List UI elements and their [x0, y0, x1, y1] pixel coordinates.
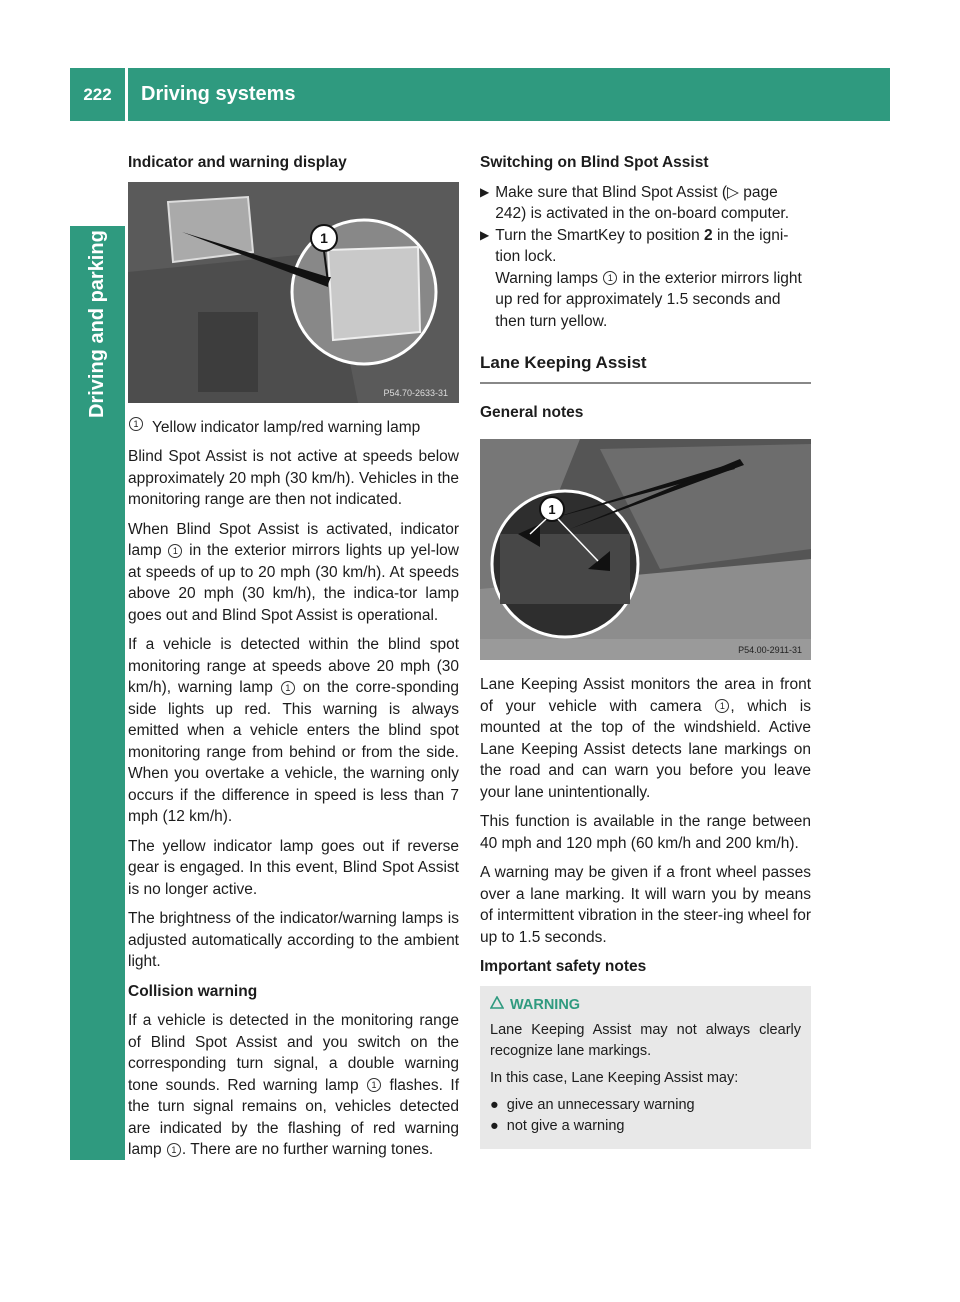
paragraph: The yellow indicator lamp goes out if reverse gear is engaged. In this event, Blind Spot Assist is no longer active. — [128, 837, 459, 898]
heading-indicator-display: Indicator and warning display — [128, 154, 347, 171]
warning-triangle-icon — [490, 995, 504, 1016]
mirror-illustration — [128, 182, 459, 403]
image-code: P54.70-2633-31 — [383, 387, 448, 398]
list-item: ● not give a warning — [490, 1116, 801, 1137]
step-arrow-icon: ▶ — [480, 184, 490, 199]
warning-box — [480, 986, 811, 1149]
paragraph: The brightness of the indicator/warning lamps is adjusted automatically according to the ambient light. — [128, 910, 459, 970]
page-number: 222 — [70, 68, 125, 121]
callout-1-icon: 1 — [129, 417, 143, 431]
svg-text:1: 1 — [548, 502, 556, 517]
heading-switching-on: Switching on Blind Spot Assist — [480, 154, 709, 171]
paragraph: A warning may be given if a front wheel passes over a lane marking. It will warn you by means of intermittent vibration in the steer-ing wheel for up to 1.5 seconds. — [480, 864, 811, 946]
paragraph: Blind Spot Assist is not active at speeds below approximately 20 mph (30 km/h). Vehicles in the monitoring range are then not indicated. — [128, 448, 459, 508]
callout-1-icon: 1 — [367, 1078, 381, 1092]
callout-1-icon: 1 — [603, 271, 617, 285]
section-divider — [480, 382, 811, 384]
paragraph: If a vehicle is detected within the blind spot monitoring range at speeds above 20 mph (30 km/h), warning lamp 1 on the corre-sponding side lights up red. This warning is always emitted when a vehicle enters the blind spot monitoring range from behind or from the side. When you overtake a vehicle, the warning only occurs if the difference in speed is less than 7 mph (12 km/h). — [128, 636, 459, 825]
image-code: P54.00-2911-31 — [738, 645, 802, 655]
windshield-camera-illustration — [480, 439, 811, 660]
warning-text: In this case, Lane Keeping Assist may: — [490, 1069, 739, 1086]
bullet-icon: ● — [490, 1117, 499, 1134]
callout-1-icon: 1 — [168, 544, 182, 558]
instruction-step: ▶ Turn the SmartKey to position 2 in the igni-tion lock. Warning lamps 1 in the exterior mirrors light up red for approximately 1.5 seconds and then turn yellow. — [480, 225, 811, 333]
callout-1-icon: 1 — [281, 681, 295, 695]
heading-collision-warning: Collision warning — [128, 982, 258, 1000]
paragraph: Lane Keeping Assist monitors the area in front of your vehicle with camera 1 , which is mounted at the top of the windshield. Active Lane Keeping Assist detects lane markings on the road and can warn you before you leave your lane unintentionally. — [480, 676, 811, 801]
paragraph: This function is available in the range between 40 mph and 120 mph (60 km/h and 200 km/h). — [480, 813, 811, 852]
side-tab-label: Driving and parking — [86, 230, 108, 418]
warning-text: Lane Keeping Assist may not always clearly recognize lane markings. — [490, 1021, 801, 1059]
paragraph: When Blind Spot Assist is activated, indicator lamp 1 in the exterior mirrors lights up yel-low at speeds of up to 20 mph (30 km/h). At speeds above 20 mph (30 km/h), the indica-tor lamp goes out and Blind Spot Assist is operational. — [128, 520, 459, 624]
heading-general-notes: General notes — [480, 403, 584, 421]
bullet-icon: ● — [490, 1096, 499, 1113]
page-title: Driving systems — [128, 68, 890, 121]
step-arrow-icon: ▶ — [480, 227, 490, 242]
list-item: ● give an unnecessary warning — [490, 1095, 801, 1116]
heading-safety-notes: Important safety notes — [480, 958, 647, 975]
callout-1-icon: 1 — [715, 699, 729, 713]
caption-text: Yellow indicator lamp/red warning lamp — [152, 418, 421, 436]
figure-caption — [128, 417, 459, 439]
paragraph: If a vehicle is detected in the monitoring range of Blind Spot Assist and you switch on the corresponding turn signal, a double warning tone sounds. Red warning lamp 1 flashes. If the turn signal remains on, vehicles detected are indicated by the flashing of red warning lamp 1 . There are no further warning tones. — [128, 1012, 460, 1158]
left-column — [128, 152, 459, 1169]
section-title: Lane Keeping Assist — [480, 353, 647, 372]
warning-title: WARNING — [510, 996, 581, 1013]
instruction-step: ▶ Make sure that Blind Spot Assist (▷ page 242) is activated in the on-board computer. — [480, 182, 811, 225]
svg-text:1: 1 — [320, 229, 328, 246]
callout-1-icon: 1 — [167, 1143, 181, 1157]
right-column — [480, 152, 811, 1149]
